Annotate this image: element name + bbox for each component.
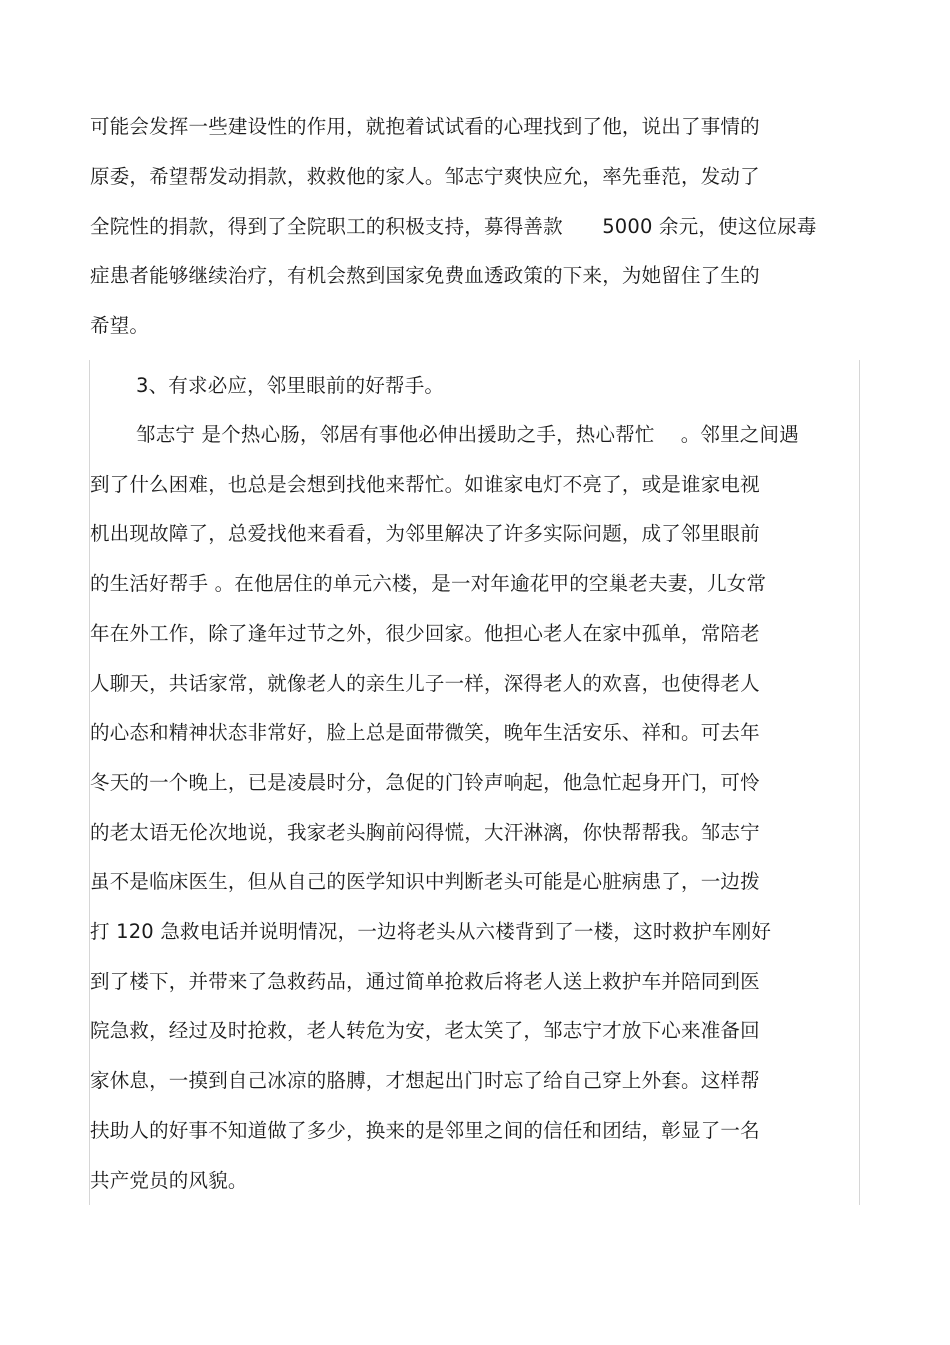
text-line: 到了什么困难，也总是会想到找他来帮忙。如谁家电灯不亮了，或是谁家电视 [90, 473, 760, 496]
text-line: 希望。 [90, 314, 150, 337]
text-line: 症患者能够继续治疗，有机会熬到国家免费血透政策的下来，为她留住了生的 [90, 264, 760, 287]
text-line: 人聊天，共话家常，就像老人的亲生儿子一样，深得老人的欢喜，也使得老人 [90, 672, 760, 695]
text-line: 冬天的一个晚上，已是凌晨时分，急促的门铃声响起，他急忙起身开门，可怜 [90, 771, 760, 794]
text-line: 可能会发挥一些建设性的作用，就抱着试试看的心理找到了他，说出了事情的 [90, 115, 760, 138]
text-line: 原委，希望帮发动捐款，救救他的家人。邹志宁爽快应允，率先垂范，发动了 [90, 165, 760, 188]
text-line: 到了楼下，并带来了急救药品，通过简单抢救后将老人送上救护车并陪同到医 [90, 970, 760, 993]
text-line: 机出现故障了，总爱找他来看看，为邻里解决了许多实际问题，成了邻里眼前 [90, 522, 760, 545]
text-line: 扶助人的好事不知道做了多少，换来的是邻里之间的信任和团结，彰显了一名 [90, 1119, 760, 1142]
text-line: 邹志宁 是个热心肠，邻居有事他必伸出援助之手，热心帮忙 。邻里之间遇 [136, 423, 799, 446]
text-line: 家休息，一摸到自己冰凉的胳膊，才想起出门时忘了给自己穿上外套。这样帮 [90, 1069, 760, 1092]
text-line: 全院性的捐款，得到了全院职工的积极支持，募得善款 5000 余元，使这位尿毒 [90, 215, 817, 238]
section-heading: 3、有求必应，邻里眼前的好帮手。 [136, 374, 445, 397]
text-line: 的老太语无伦次地说，我家老头胸前闷得慌，大汗淋漓，你快帮帮我。邹志宁 [90, 821, 760, 844]
text-line: 的生活好帮手 。在他居住的单元六楼，是一对年逾花甲的空巢老夫妻，儿女常 [90, 572, 767, 595]
text-line: 虽不是临床医生，但从自己的医学知识中判断老头可能是心脏病患了，一边拨 [90, 870, 760, 893]
text-line: 院急救，经过及时抢救，老人转危为安，老太笑了，邹志宁才放下心来准备回 [90, 1019, 760, 1042]
text-line: 的心态和精神状态非常好，脸上总是面带微笑，晚年生活安乐、祥和。可去年 [90, 721, 760, 744]
right-border-line [859, 360, 860, 1205]
text-line: 打 120 急救电话并说明情况，一边将老头从六楼背到了一楼，这时救护车刚好 [90, 920, 772, 943]
text-line: 共产党员的风貌。 [90, 1169, 248, 1192]
text-line: 年在外工作，除了逢年过节之外，很少回家。他担心老人在家中孤单，常陪老 [90, 622, 760, 645]
